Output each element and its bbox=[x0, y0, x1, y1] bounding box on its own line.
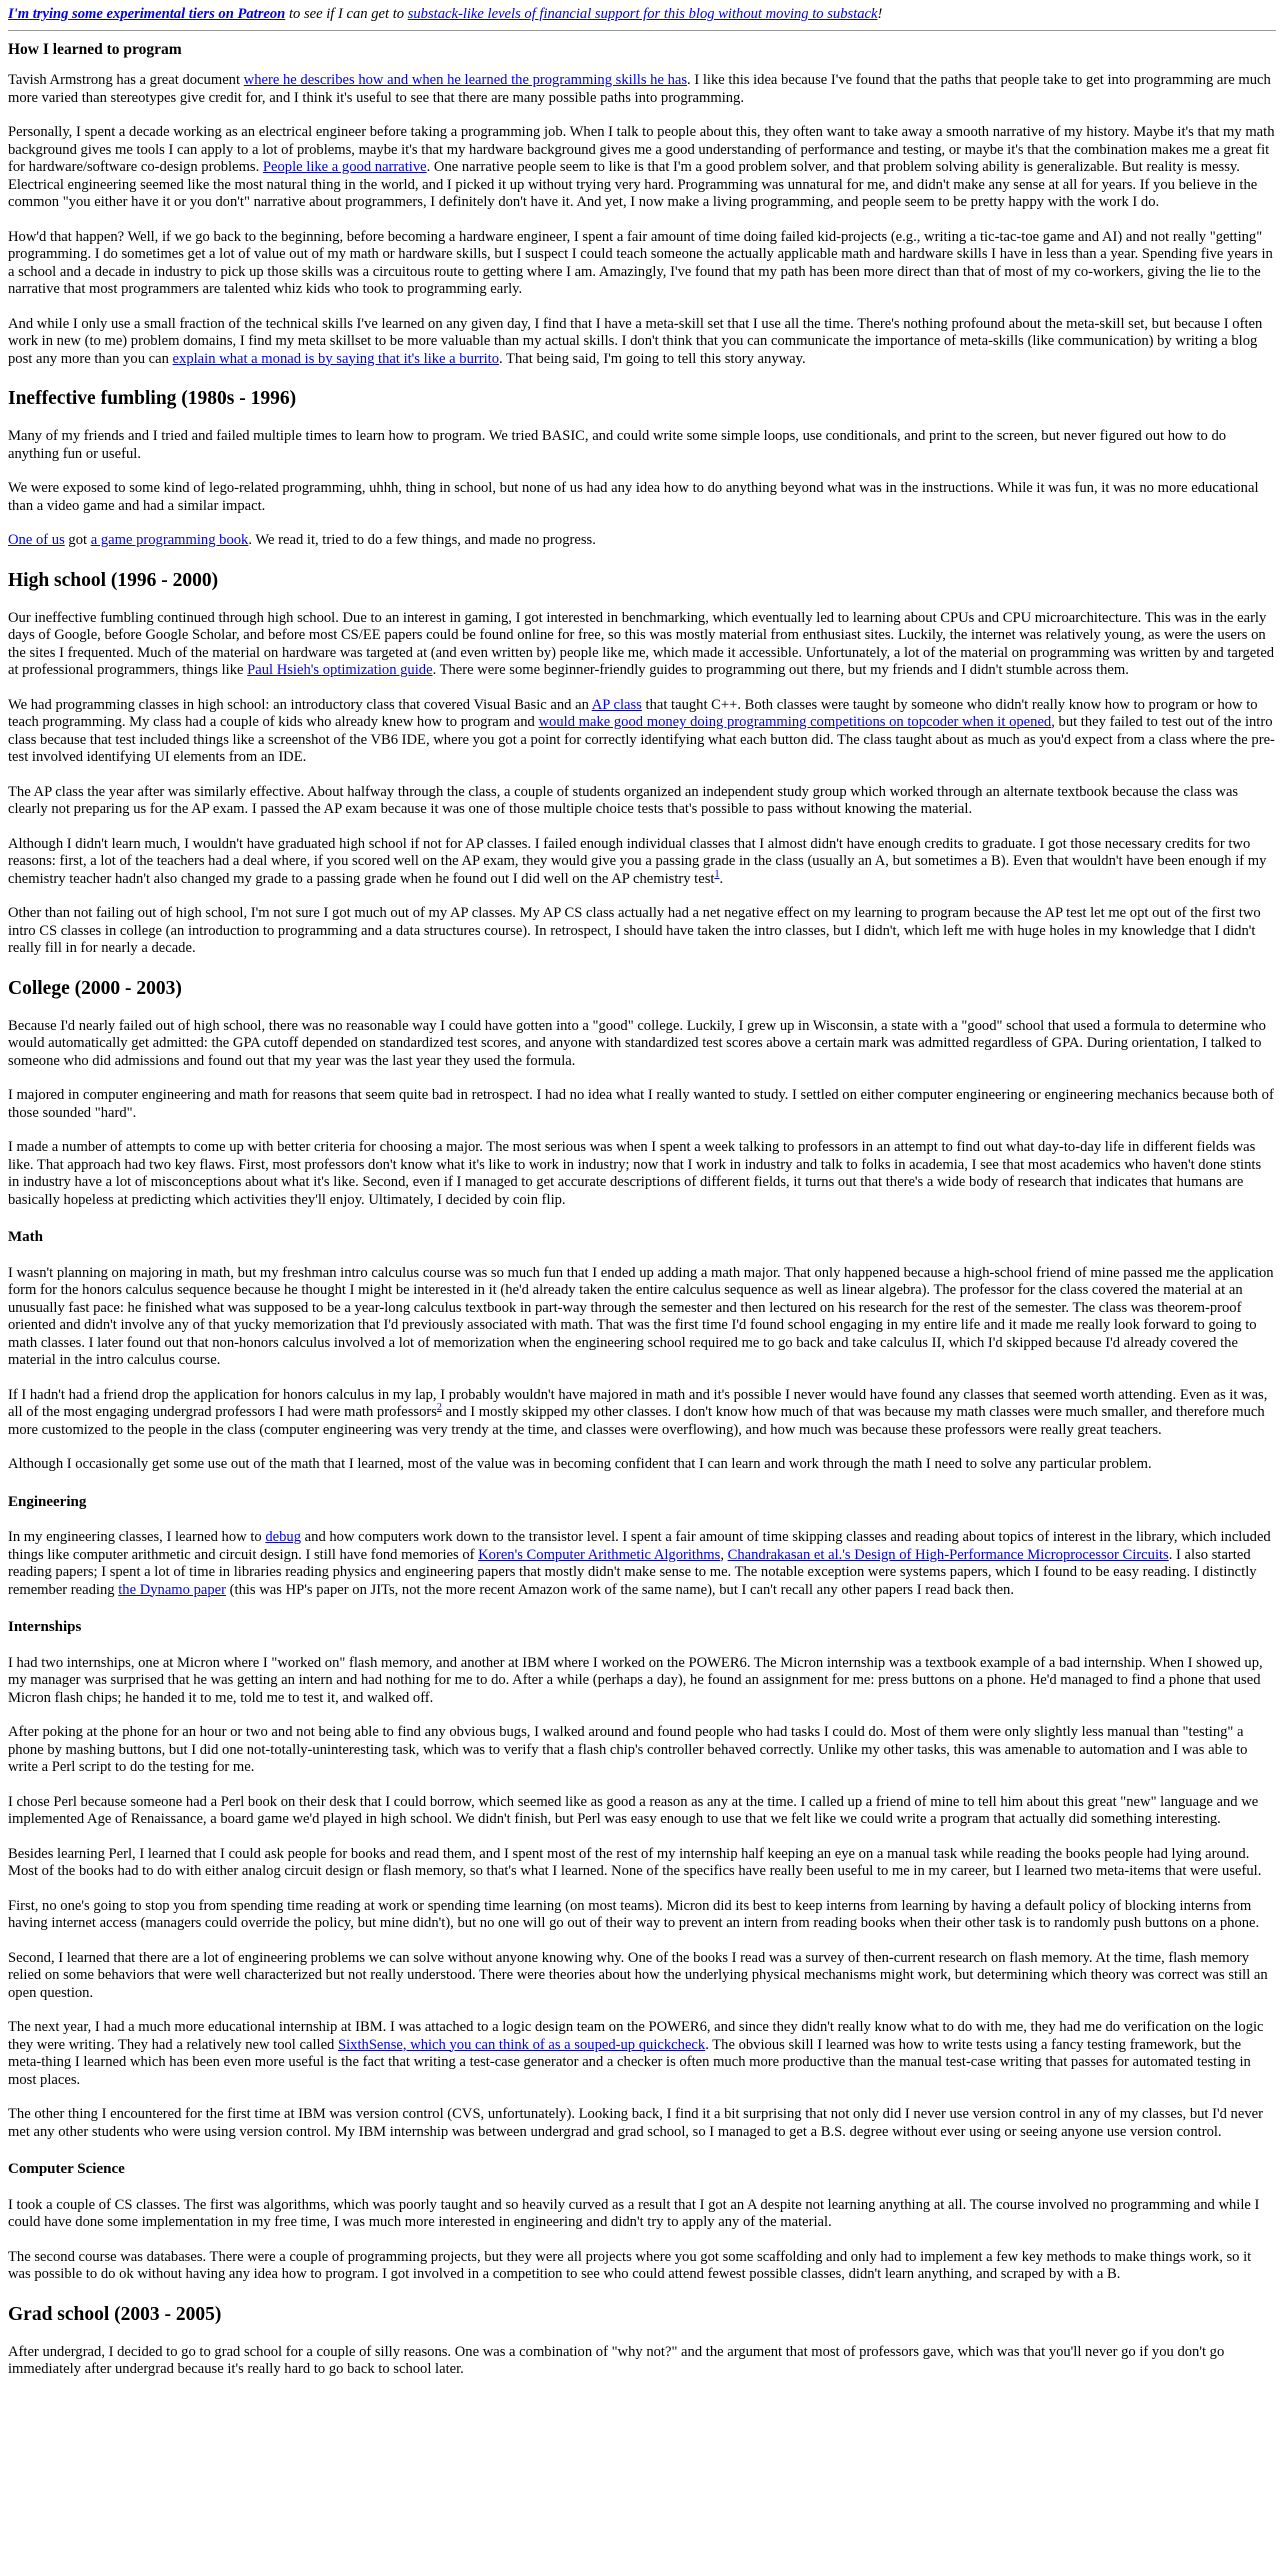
banner-end: ! bbox=[877, 6, 883, 22]
text: Although I didn't learn much, I wouldn't have graduated high school if not for AP classes. I failed enough individual classes that I almost didn't have enough credits to graduate. I got those necessary credits for two reasons: first, a lot of the teachers had a deal where, if you scored well on the AP exam, they would give you a passing grade in the class (usually an A, but sometimes a B). Even that wouldn't have been enough if my chemistry teacher hadn't also changed my grade to a passing grade when he found out I did well on the AP chemistry test bbox=[8, 835, 1267, 887]
paragraph: After undergrad, I decided to go to grad school for a couple of silly reasons. One was a combination of "why not?" and the argument that most of professors gave, which was that you'll never go if you don't go immediately after undergrad because it's really hard to go back to school later. bbox=[8, 2343, 1225, 2377]
text: . I like this idea because I've found that the paths that people take to get into programming are much more varied than stereotypes give credit for, and I think it's useful to see that there are many possible paths into programming. bbox=[8, 72, 1271, 106]
paragraph: Second, I learned that there are a lot of engineering problems we can solve without anyone knowing why. One of the books I read was a survey of then-current research on flash memory. At the time, flash memory relied on some behaviors that were well characterized but not really understood. There were theories about how the underlying physical mechanisms might work, but determining which theory was correct was still an open question. bbox=[8, 1949, 1268, 2001]
paragraph: I had two internships, one at Micron where I "worked on" flash memory, and another at IBM where I worked on the POWER6. The Micron internship was a textbook example of a bad internship. When I showed up, my manager was surprised that he was getting an intern and had nothing for me to do. After a while (perhaps a day), he found an assignment for me: press buttons on a phone. He'd managed to find a phone that used Micron flash chips; he handed it to me, told me to test it, and walked off. bbox=[8, 1654, 1263, 1706]
text: Tavish Armstrong has a great document bbox=[8, 72, 244, 88]
heading-college: College (2000 - 2003) bbox=[8, 977, 182, 999]
paragraph bbox=[8, 610, 1276, 680]
text: And while I only use a small fraction of the technical skills I've learned on any given day, I find that I have a meta-skill set that I use all the time. There's nothing profound about the meta-skill set, but because I often work in new (to me) problem domains, I find my meta skillset to be more valuable than my actual skills. I don't think that you can communicate the importance of meta-skills (like communication) by writing a blog post any more than you can bbox=[8, 315, 1263, 367]
heading-grad-school: Grad school (2003 - 2005) bbox=[8, 2303, 222, 2325]
link-ap-class[interactable]: AP class bbox=[591, 696, 642, 713]
text: that taught C++. Both classes were taught by someone who didn't really know how to program or how to teach programming. My class had a couple of kids who already knew how to program and bbox=[8, 696, 1258, 730]
text: and how computers work down to the transistor level. I spent a fair amount of time skipping classes and reading about topics of interest in the library, which included things like computer arithmetic and circuit design. I still have fond memories of bbox=[8, 1529, 1271, 1563]
paragraph: I took a couple of CS classes. The first was algorithms, which was poorly taught and so heavily curved as a result that I got an A despite not learning anything at all. The course involved no programming and while I could have done some implementation in my free time, I was much more interested in engineering and didn't try to apply any of the material. bbox=[8, 2196, 1260, 2230]
banner-text: to see if I can get to bbox=[285, 6, 408, 22]
text: The next year, I had a much more educational internship at IBM. I was attached to a logic design team on the POWER6, and since they didn't really know what to do with me, they had me do verification on the logic they were writing. They had a relatively new tool called bbox=[8, 2019, 1264, 2053]
paragraph: Although I occasionally get some use out of the math that I learned, most of the value was in becoming confident that I can learn and work through the math I need to solve any particular problem. bbox=[8, 1456, 1152, 1472]
text: . There were some beginner-friendly guides to programming out there, but my friends and I didn't stumble across them. bbox=[432, 662, 1129, 678]
paragraph: Many of my friends and I tried and failed multiple times to learn how to program. We tried BASIC, and could write some simple loops, use conditionals, and print to the screen, but never figured out how to do anything fun or useful. bbox=[8, 428, 1227, 462]
paragraph bbox=[8, 697, 1276, 767]
text: Our ineffective fumbling continued through high school. Due to an interest in gaming, I got interested in benchmarking, which eventually led to learning about CPUs and CPU microarchitecture. This was in the early days of Google, before Google Scholar, and before most CS/EE papers could be found online for free, so this was mostly material from enthusiast sites. Luckily, the internet was relatively young, as were the users on the sites I frequented. Much of the material on hardware was targeted at (and even written by) people like me, which made it accessible. Unfortunately, a lot of the material on programming was written by and targeted at professional programmers, things like bbox=[8, 609, 1275, 678]
text: . I also started reading papers; I spent a lot of time in libraries reading physics and engineering papers that mostly didn't make sense to me. The notable exception were systems papers, which I found to be easy reading. I distinctly remember reading bbox=[8, 1546, 1257, 1598]
paragraph: We were exposed to some kind of lego-related programming, uhhh, thing in school, but none of us had any idea how to do anything beyond what was in the instructions. While it was fun, it was no more educational than a video game and had a similar impact. bbox=[8, 480, 1259, 514]
heading-internships: Internships bbox=[8, 1619, 82, 1635]
text: Personally, I spent a decade working as an electrical engineer before taking a programming job. When I talk to people about this, they often want to take away a smooth narrative of my history. Maybe it's that my math background gives me tools I can apply to a lot of problems, maybe it's that my hardware background gives me a good understanding of performance and testing, or maybe it's that the combination makes me a great fit for hardware/software co-design problems. bbox=[8, 124, 1275, 175]
paragraph: The AP class the year after was similarly effective. About halfway through the class, a couple of students organized an independent study group which worked through an alternate textbook because the class was clearly not preparing us for the AP exam. I passed the AP exam because it was one of those multiple choice tests that's possible to pass without knowing the material. bbox=[8, 783, 1239, 817]
paragraph: The other thing I encountered for the first time at IBM was version control (CVS, unfortunately). Looking back, I find it a bit surprising that not only did I never use version control in any of my classes, but I'd never met any other students who were using version control. My IBM internship was between undergrad and grad school, so I managed to get a B.S. degree without ever using or seeing anyone use version control. bbox=[8, 2106, 1263, 2140]
link-topcoder[interactable]: would make good money doing programming competitions on topcoder when it opened bbox=[538, 714, 1052, 730]
heading-computer-science: Computer Science bbox=[8, 2161, 125, 2177]
text: and I mostly skipped my other classes. I don't know how much of that was because my math classes were much smaller, and therefore much more customized to the people in the class (computer engineering was very trendy at the time, and classes were overflowing), and how much was because these professors were really great teachers. bbox=[8, 1404, 1265, 1438]
paragraph bbox=[8, 532, 1276, 550]
text: , but they failed to test out of the intro class because that test included things like a screenshot of the VB6 IDE, where you got a point for correctly identifying what each button did. The class taught about as much as you'd expect from a class where the pre-test involved identifying UI elements from an IDE. bbox=[8, 714, 1275, 765]
link-dynamo-paper[interactable]: the Dynamo paper bbox=[118, 1581, 227, 1598]
link-tavish-doc[interactable]: where he describes how and when he learned the programming skills he has bbox=[243, 72, 688, 88]
paragraph: First, no one's going to stop you from spending time reading at work or spending time learning (on most teams). Micron did its best to keep interns from learning by having a default policy of blocking interns from having internet access (managers could override the policy, but mine didn't), but no one will go out of their way to prevent an intern from reading books when their other task is to randomly push buttons on a phone. bbox=[8, 1897, 1260, 1931]
text: got bbox=[64, 532, 91, 548]
page bbox=[0, 6, 1284, 2379]
link-debug[interactable]: debug bbox=[265, 1529, 302, 1545]
link-narrative[interactable]: People like a good narrative bbox=[262, 159, 427, 175]
paragraph: I chose Perl because someone had a Perl book on their desk that I could borrow, which seemed like as good a reason as any at the time. I called up a friend of mine to tell him about this great "new" language and we implemented Age of Renaissance, a board game we'd played in high school. We didn't finish, but Perl was easy enough to use that we felt like we could write a program that actually did something interesting. bbox=[8, 1793, 1259, 1827]
text: (this was HP's paper on JITs, not the more recent Amazon work of the same name), but I can't recall any other papers I read back then. bbox=[226, 1581, 1014, 1598]
link-chandrakasan-book[interactable]: Chandrakasan et al.'s Design of High-Performance Microprocessor Circuits bbox=[727, 1546, 1169, 1563]
heading-math: Math bbox=[8, 1229, 43, 1245]
heading-high-school: High school (1996 - 2000) bbox=[8, 569, 219, 591]
link-koren-book[interactable]: Koren's Computer Arithmetic Algorithms bbox=[478, 1546, 721, 1563]
text: In my engineering classes, I learned how to bbox=[8, 1529, 266, 1545]
footnote-link-2[interactable]: 2 bbox=[436, 1402, 442, 1414]
paragraph bbox=[8, 836, 1276, 889]
paragraph bbox=[8, 2019, 1276, 2089]
paragraph: After poking at the phone for an hour or two and not being able to find any obvious bugs, I walked around and found people who had tasks I could do. Most of them were only slightly less manual than "testing" a phone by mashing buttons, but I did one not-totally-uninteresting task, which was to verify that a flash chip's controller behaved correctly. Unlike my other tasks, this was amenable to automation and I was able to write a Perl script to do the testing for me. bbox=[8, 1724, 1248, 1775]
link-monad-burrito[interactable]: explain what a monad is by saying that it's like a burrito bbox=[172, 350, 500, 367]
text: We had programming classes in high school: an introductory class that covered Visual Basic and an bbox=[8, 696, 592, 713]
heading-engineering: Engineering bbox=[8, 1493, 87, 1510]
text: . bbox=[719, 870, 724, 887]
footnote-link-1[interactable]: 1 bbox=[714, 868, 720, 880]
patreon-banner bbox=[8, 6, 1276, 24]
paragraph bbox=[8, 72, 1276, 107]
paragraph: Besides learning Perl, I learned that I could ask people for books and read them, and I spent most of the rest of my internship half keeping an eye on a manual task while reading the books people had lying around. Most of the books had to do with either analog circuit design or flash memory, so that's what I learned. None of the specifics have really been useful to me in my career, but I learned two meta-items that were useful. bbox=[8, 1845, 1262, 1879]
substack-link[interactable]: substack-like levels of financial support for this blog without moving to substack bbox=[407, 6, 878, 22]
paragraph: I majored in computer engineering and math for reasons that seem quite bad in retrospect. I had no idea what I really wanted to study. I settled on either computer engineering or engineering mechanics because both of those sounded "hard". bbox=[8, 1087, 1274, 1121]
link-one-of-us[interactable]: One of us bbox=[8, 532, 65, 548]
text: . We read it, tried to do a few things, and made no progress. bbox=[248, 532, 596, 548]
text: . The obvious skill I learned was how to write tests using a fancy testing framework, but the meta-thing I learned which has been even more useful is the fact that writing a test-case generator and a checker is often much more productive than the manual test-case writing that passes for automated testing in most places. bbox=[8, 2036, 1251, 2088]
paragraph bbox=[8, 316, 1276, 369]
header-divider bbox=[8, 30, 1276, 31]
paragraph: I wasn't planning on majoring in math, but my freshman intro calculus course was so much fun that I ended up adding a math major. That only happened because a high-school friend of mine passed me the application form for the honors calculus sequence because he thought I might be interested in it (he'd already taken the entire calculus sequence as well as linear algebra). The professor for the class covered the material at an unusually fast pace: he finished what was supposed to be a year-long calculus textbook in part-way through the semester and then lectured on his research for the rest of the semester. The class was theorem-proof oriented and didn't involve any of that yucky memorization that I'd previously associated with math. That was the first time I'd found school engaging in my entire life and it made me really look forward to going to math classes. I later found out that non-honors calculus involved a lot of memorization when the engineering school required me to go back and take calculus II, which I'd skipped because I'd already covered the material in the intro calculus course. bbox=[8, 1264, 1274, 1368]
text: , bbox=[720, 1546, 728, 1563]
paragraph: Other than not failing out of high school, I'm not sure I got much out of my AP classes. My AP CS class actually had a net negative effect on my learning to program because the AP test let me opt out of the first two intro CS classes in college (an introduction to programming and a data structures course). In retrospect, I should have taken the intro classes, but I didn't, which left me with huge holes in my knowledge that I didn't really fill in for nearly a decade. bbox=[8, 905, 1261, 956]
text: . One narrative people seem to like is that I'm a good problem solver, and that problem solving ability is generalizable. But reality is messy. Electrical engineering seemed like the most natural thing in the world, and I picked it up without trying very hard. Programming was unnatural for me, and didn't make any sense at all for years. If you believe in the common "you either have it or you don't" narrative about programmers, I definitely don't have it. And yet, I now make a living programming, and people seem to be pretty happy with the work I do. bbox=[8, 159, 1258, 210]
paragraph: How'd that happen? Well, if we go back to the beginning, before becoming a hardware engineer, I spent a fair amount of time doing failed kid-projects (e.g., writing a tic-tac-toe game and AI) and not really "getting" programming. I do sometimes get a lot of value out of my math or hardware skills, but I suspect I could teach someone the actually applicable math and hardware skills I have in less than a year. Spending five years in a school and a decade in industry to pick up those skills was a circuitous route to getting where I am. Amazingly, I've found that my path has been more direct than that of most of my co-workers, giving the lie to the narrative that most programmers are talented whiz kids who took to programming early. bbox=[8, 228, 1273, 297]
text: If I hadn't had a friend drop the application for honors calculus in my lap, I probably wouldn't have majored in math and it's possible I never would have found any classes that seemed worth attending. Even as it was, all of the most engaging undergrad professors I had were math professors bbox=[8, 1386, 1268, 1420]
text: . That being said, I'm going to tell this story anyway. bbox=[499, 350, 806, 367]
patreon-link[interactable]: I'm trying some experimental tiers on Patreon bbox=[8, 6, 286, 22]
paragraph: Because I'd nearly failed out of high school, there was no reasonable way I could have gotten into a "good" college. Luckily, I grew up in Wisconsin, a state with a "good" school that used a formula to determine who would automatically get admitted: the GPA cutoff depended on standardized test scores, and anyone with standardized test scores above a certain mark was admitted regardless of GPA. During orientation, I talked to someone who did admissions and found out that my year was the last year they used the formula. bbox=[8, 1017, 1266, 1069]
post-title: How I learned to program bbox=[8, 40, 182, 58]
paragraph bbox=[8, 1387, 1276, 1440]
paragraph: The second course was databases. There were a couple of programming projects, but they were all projects where you got some scaffolding and only had to implement a few key methods to make things work, so it was possible to do ok without having any idea how to program. I got involved in a competition to see who could attend fewest possible classes, didn't learn anything, and scraped by with a B. bbox=[8, 2248, 1252, 2282]
link-hsieh-guide[interactable]: Paul Hsieh's optimization guide bbox=[247, 662, 433, 678]
heading-fumbling: Ineffective fumbling (1980s - 1996) bbox=[8, 388, 297, 409]
paragraph: I made a number of attempts to come up with better criteria for choosing a major. The most serious was when I spent a week talking to professors in an attempt to find out what day-to-day life in different fields was like. That approach had two key flaws. First, most professors don't know what it's like to work in industry; now that I work in industry and talk to folks in academia, I see that most academics who haven't done stints in industry have a lot of misconceptions about what it's like. Second, even if I managed to get accurate descriptions of different fields, it turns out that there's a wide body of research that indicates that humans are basically hopeless at predicting which activities they'll enjoy. Ultimately, I decided by coin flip. bbox=[8, 1139, 1262, 1208]
paragraph bbox=[8, 1529, 1276, 1599]
link-sixthsense[interactable]: SixthSense, which you can think of as a souped-up quickcheck bbox=[338, 2036, 706, 2053]
paragraph bbox=[8, 124, 1276, 212]
link-game-book[interactable]: a game programming book bbox=[90, 532, 249, 548]
